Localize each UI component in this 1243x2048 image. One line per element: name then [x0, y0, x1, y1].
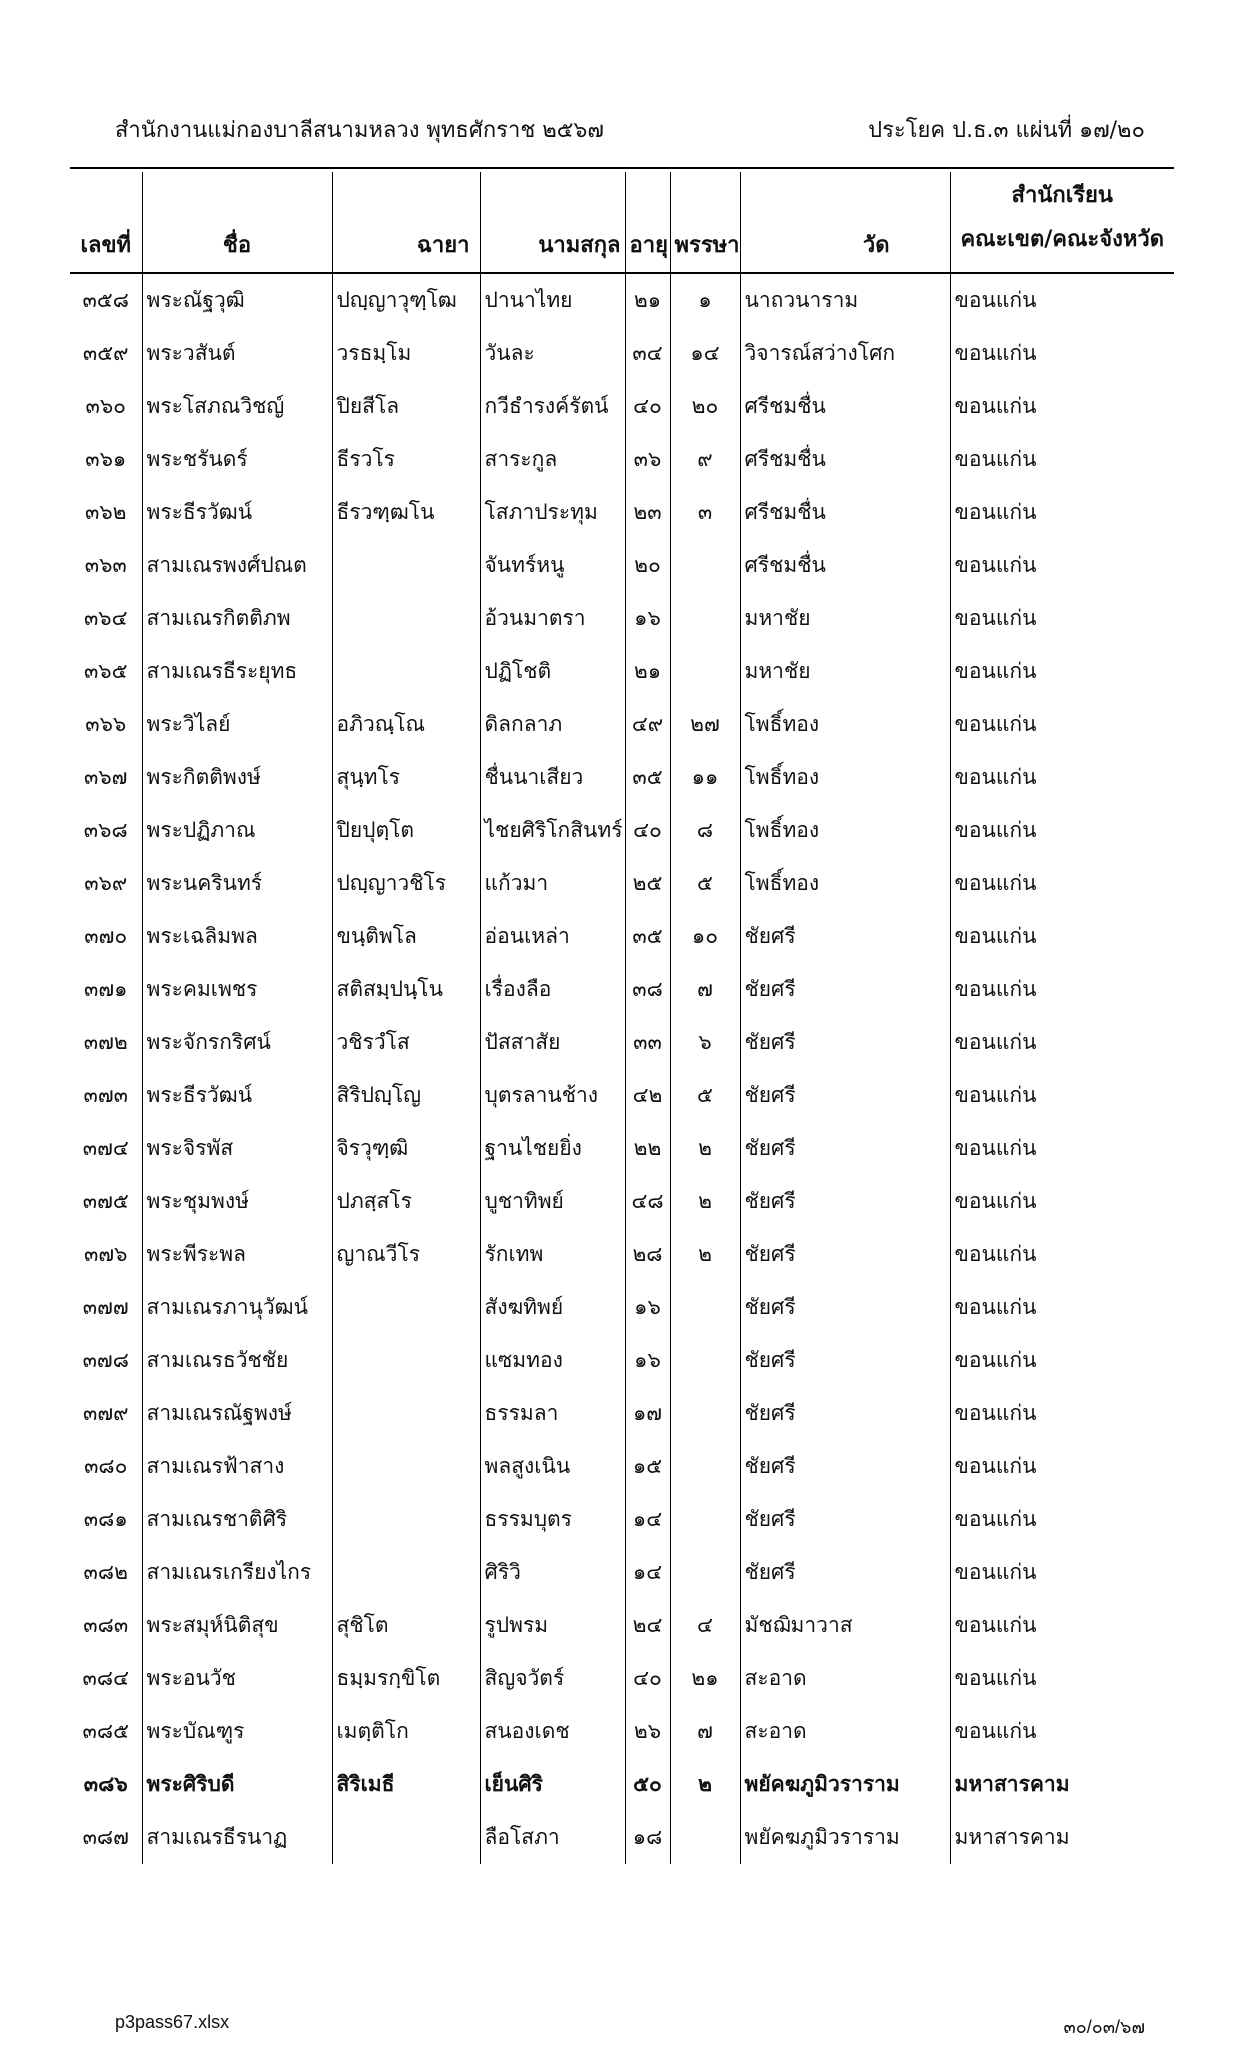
cell-pansa: ๑: [670, 273, 740, 327]
cell-age: ๓๓: [625, 1016, 670, 1069]
cell-school: ขอนแก่น: [950, 1599, 1174, 1652]
cell-surname: แก้วมา: [480, 857, 625, 910]
table-row: [70, 1811, 1174, 1864]
cell-name: พระบัณฑูร: [142, 1705, 332, 1758]
table-row: [70, 1228, 1174, 1281]
cell-surname: สิญจวัตร์: [480, 1652, 625, 1705]
cell-name: สามเณรฟ้าสาง: [142, 1440, 332, 1493]
cell-name: สามเณรเกรียงไกร: [142, 1546, 332, 1599]
cell-chaya: ขนฺติพโล: [332, 910, 480, 963]
cell-wat: ชัยศรี: [740, 910, 950, 963]
cell-name: พระจักรกริศน์: [142, 1016, 332, 1069]
cell-school: ขอนแก่น: [950, 1546, 1174, 1599]
cell-surname: สังฆทิพย์: [480, 1281, 625, 1334]
cell-no: ๓๕๙: [82, 341, 129, 365]
cell-school: ขอนแก่น: [950, 592, 1174, 645]
cell-wat: ชัยศรี: [740, 1016, 950, 1069]
cell-chaya: ปภสฺสโร: [332, 1175, 480, 1228]
cell-no: ๓๘๒: [83, 1560, 128, 1584]
col-header-school-line2: คณะเขต/คณะจังหวัด: [960, 227, 1165, 252]
col-header-pansa: พรรษา: [670, 172, 740, 273]
roster-body: [70, 273, 1174, 1864]
cell-school: มหาสารคาม: [950, 1758, 1174, 1811]
cell-pansa: ๔: [670, 1599, 740, 1652]
cell-chaya: [332, 1546, 480, 1599]
cell-pansa: ๒๗: [670, 698, 740, 751]
cell-wat: มหาชัย: [740, 645, 950, 698]
cell-no: ๓๗๓: [83, 1083, 128, 1107]
cell-wat: ชัยศรี: [740, 1281, 950, 1334]
cell-wat: สะอาด: [740, 1705, 950, 1758]
cell-pansa: [670, 592, 740, 645]
cell-wat: ชัยศรี: [740, 1334, 950, 1387]
cell-name: พระอนวัช: [142, 1652, 332, 1705]
cell-wat: ชัยศรี: [740, 1440, 950, 1493]
table-row: [70, 1175, 1174, 1228]
cell-age: ๒๘: [625, 1228, 670, 1281]
cell-wat: ศรีชมชื่น: [740, 539, 950, 592]
table-row: [70, 1705, 1174, 1758]
cell-school: ขอนแก่น: [950, 486, 1174, 539]
cell-age: ๓๔: [625, 327, 670, 380]
cell-chaya: วชิรวํโส: [332, 1016, 480, 1069]
cell-surname: เรื่องลือ: [480, 963, 625, 1016]
col-header-name: ชื่อ: [142, 172, 332, 273]
col-header-chaya: ฉายา: [332, 172, 480, 273]
cell-pansa: ๑๑: [670, 751, 740, 804]
cell-pansa: [670, 1334, 740, 1387]
cell-age: ๔๐: [625, 804, 670, 857]
cell-wat: โพธิ์ทอง: [740, 804, 950, 857]
cell-chaya: ธีรวโร: [332, 433, 480, 486]
cell-age: ๓๕: [625, 910, 670, 963]
cell-name: สามเณรธวัชชัย: [142, 1334, 332, 1387]
cell-name: พระโสภณวิชญ์: [142, 380, 332, 433]
table-row: [70, 1652, 1174, 1705]
cell-surname: สาระกูล: [480, 433, 625, 486]
cell-no: ๓๖๑: [85, 447, 127, 471]
cell-surname: อ้วนมาตรา: [480, 592, 625, 645]
cell-surname: อ่อนเหล่า: [480, 910, 625, 963]
cell-chaya: ปญฺญาวุฑฺโฒ: [332, 273, 480, 327]
cell-no: ๓๖๗: [84, 765, 128, 789]
cell-school: มหาสารคาม: [950, 1811, 1174, 1864]
cell-name: สามเณรชาติศิริ: [142, 1493, 332, 1546]
cell-surname: แซมทอง: [480, 1334, 625, 1387]
cell-no: ๓๖๕: [83, 659, 128, 683]
cell-chaya: [332, 645, 480, 698]
col-header-school: [950, 172, 1174, 273]
table-row: [70, 910, 1174, 963]
table-row: [70, 1546, 1174, 1599]
cell-chaya: สุชิโต: [332, 1599, 480, 1652]
cell-pansa: ๒: [670, 1122, 740, 1175]
cell-school: ขอนแก่น: [950, 1281, 1174, 1334]
cell-pansa: ๖: [670, 1016, 740, 1069]
cell-name: สามเณรธีรนาฏ: [142, 1811, 332, 1864]
cell-pansa: ๑๐: [670, 910, 740, 963]
cell-wat: โพธิ์ทอง: [740, 698, 950, 751]
table-row: [70, 751, 1174, 804]
cell-age: ๔๐: [625, 1652, 670, 1705]
cell-school: ขอนแก่น: [950, 1228, 1174, 1281]
cell-surname: พลสูงเนิน: [480, 1440, 625, 1493]
cell-name: พระธีรวัฒน์: [142, 486, 332, 539]
cell-name: พระกิตติพงษ์: [142, 751, 332, 804]
cell-name: พระคมเพชร: [142, 963, 332, 1016]
cell-age: ๑๖: [625, 592, 670, 645]
cell-wat: ชัยศรี: [740, 1069, 950, 1122]
cell-pansa: ๙: [670, 433, 740, 486]
cell-no: ๓๕๘: [82, 288, 129, 312]
cell-pansa: [670, 1811, 740, 1864]
cell-surname: ฐานไชยยิ่ง: [480, 1122, 625, 1175]
table-row: [70, 486, 1174, 539]
cell-surname: ลือโสภา: [480, 1811, 625, 1864]
cell-school: ขอนแก่น: [950, 433, 1174, 486]
cell-wat: ชัยศรี: [740, 1493, 950, 1546]
table-row: [70, 327, 1174, 380]
cell-chaya: [332, 1440, 480, 1493]
cell-chaya: เมตฺติโก: [332, 1705, 480, 1758]
cell-surname: ปานาไทย: [480, 273, 625, 327]
cell-pansa: [670, 1493, 740, 1546]
cell-surname: สนองเดช: [480, 1705, 625, 1758]
table-row: [70, 1493, 1174, 1546]
cell-chaya: [332, 1811, 480, 1864]
table-row: [70, 1281, 1174, 1334]
cell-no: ๓๖๙: [84, 871, 128, 895]
cell-age: ๔๒: [625, 1069, 670, 1122]
footer-date: ๓๐/๐๓/๖๗: [1063, 2017, 1145, 2037]
table-row: [70, 1758, 1174, 1811]
table-row: [70, 804, 1174, 857]
cell-surname: ศิริวิ: [480, 1546, 625, 1599]
cell-age: ๒๐: [625, 539, 670, 592]
roster-table: [70, 172, 1174, 1864]
cell-age: ๒๔: [625, 1599, 670, 1652]
cell-pansa: ๕: [670, 857, 740, 910]
cell-age: ๒๑: [625, 273, 670, 327]
cell-chaya: วรธมฺโม: [332, 327, 480, 380]
cell-no: ๓๗๒: [83, 1030, 128, 1054]
cell-age: ๔๐: [625, 380, 670, 433]
cell-surname: ชื่นนาเสียว: [480, 751, 625, 804]
table-row: [70, 433, 1174, 486]
cell-no: ๓๖๖: [85, 712, 127, 736]
cell-age: ๔๙: [625, 698, 670, 751]
cell-surname: ธรรมบุตร: [480, 1493, 625, 1546]
cell-chaya: ธมฺมรกฺขิโต: [332, 1652, 480, 1705]
cell-pansa: [670, 1546, 740, 1599]
cell-age: ๒๒: [625, 1122, 670, 1175]
cell-pansa: ๘: [670, 804, 740, 857]
cell-school: ขอนแก่น: [950, 1016, 1174, 1069]
table-row: [70, 1599, 1174, 1652]
cell-age: ๒๕: [625, 857, 670, 910]
cell-name: สามเณรธีระยุทธ: [142, 645, 332, 698]
cell-school: ขอนแก่น: [950, 910, 1174, 963]
cell-school: ขอนแก่น: [950, 539, 1174, 592]
cell-wat: สะอาด: [740, 1652, 950, 1705]
footer-filename: p3pass67.xlsx: [115, 2012, 230, 2032]
table-row: [70, 1122, 1174, 1175]
cell-surname: รักเทพ: [480, 1228, 625, 1281]
cell-wat: นาถวนาราม: [740, 273, 950, 327]
cell-no: ๓๖๒: [84, 500, 127, 524]
cell-wat: โพธิ์ทอง: [740, 857, 950, 910]
cell-school: ขอนแก่น: [950, 1440, 1174, 1493]
table-row: [70, 1069, 1174, 1122]
cell-no: ๓๗๙: [82, 1401, 129, 1425]
table-row: [70, 963, 1174, 1016]
cell-name: พระวิไลย์: [142, 698, 332, 751]
cell-wat: โพธิ์ทอง: [740, 751, 950, 804]
cell-name: สามเณรพงศ์ปณต: [142, 539, 332, 592]
cell-pansa: [670, 1440, 740, 1493]
cell-name: พระเฉลิมพล: [142, 910, 332, 963]
cell-no: ๓๘๖: [83, 1772, 128, 1796]
cell-wat: ชัยศรี: [740, 1228, 950, 1281]
table-header-row: [70, 172, 1174, 273]
cell-wat: ศรีชมชื่น: [740, 486, 950, 539]
cell-pansa: ๒๑: [670, 1652, 740, 1705]
cell-pansa: [670, 1387, 740, 1440]
cell-age: ๑๘: [625, 1811, 670, 1864]
cell-no: ๓๗๕: [82, 1189, 129, 1213]
cell-school: ขอนแก่น: [950, 380, 1174, 433]
cell-age: ๒๓: [625, 486, 670, 539]
cell-age: ๓๘: [625, 963, 670, 1016]
cell-chaya: ญาณวีโร: [332, 1228, 480, 1281]
cell-wat: มัชฌิมาวาส: [740, 1599, 950, 1652]
cell-chaya: [332, 1334, 480, 1387]
cell-pansa: ๒: [670, 1175, 740, 1228]
cell-surname: ธรรมลา: [480, 1387, 625, 1440]
cell-school: ขอนแก่น: [950, 857, 1174, 910]
cell-wat: ชัยศรี: [740, 963, 950, 1016]
cell-surname: ดิลกลาภ: [480, 698, 625, 751]
cell-wat: วิจารณ์สว่างโศก: [740, 327, 950, 380]
cell-no: ๓๗๔: [82, 1136, 129, 1160]
table-row: [70, 592, 1174, 645]
col-header-no: เลขที่: [70, 172, 142, 273]
cell-no: ๓๘๗: [82, 1825, 129, 1849]
cell-school: ขอนแก่น: [950, 1069, 1174, 1122]
cell-wat: ชัยศรี: [740, 1387, 950, 1440]
cell-name: พระปฏิภาณ: [142, 804, 332, 857]
cell-pansa: ๓: [670, 486, 740, 539]
cell-chaya: สิริปญฺโญ: [332, 1069, 480, 1122]
cell-chaya: สุนฺทโร: [332, 751, 480, 804]
cell-surname: กวีธำรงค์รัตน์: [480, 380, 625, 433]
cell-school: ขอนแก่น: [950, 1493, 1174, 1546]
cell-chaya: ปญฺญาวชิโร: [332, 857, 480, 910]
col-header-age: อายุ: [625, 172, 670, 273]
col-header-school-line1: สำนักเรียน: [1011, 183, 1113, 208]
cell-school: ขอนแก่น: [950, 1334, 1174, 1387]
cell-age: ๒๑: [625, 645, 670, 698]
cell-no: ๓๗๐: [84, 924, 128, 948]
table-row: [70, 539, 1174, 592]
cell-no: ๓๘๐: [84, 1454, 128, 1478]
cell-surname: บูชาทิพย์: [480, 1175, 625, 1228]
cell-name: สามเณรกิตติภพ: [142, 592, 332, 645]
cell-chaya: ธีรวฑฺฒโน: [332, 486, 480, 539]
cell-age: ๕๐: [625, 1758, 670, 1811]
cell-name: พระณัฐวุฒิ: [142, 273, 332, 327]
cell-age: ๑๗: [625, 1387, 670, 1440]
table-row: [70, 857, 1174, 910]
cell-name: พระศิริบดี: [142, 1758, 332, 1811]
cell-no: ๓๖๔: [83, 606, 128, 630]
cell-age: ๒๖: [625, 1705, 670, 1758]
cell-chaya: อภิวณฺโณ: [332, 698, 480, 751]
cell-surname: โสภาประทุม: [480, 486, 625, 539]
cell-name: สามเณรณัฐพงษ์: [142, 1387, 332, 1440]
cell-name: พระสมุห์นิติสุข: [142, 1599, 332, 1652]
cell-chaya: จิรวุฑฺฒิ: [332, 1122, 480, 1175]
cell-school: ขอนแก่น: [950, 273, 1174, 327]
cell-school: ขอนแก่น: [950, 1652, 1174, 1705]
cell-pansa: ๑๔: [670, 327, 740, 380]
cell-school: ขอนแก่น: [950, 1705, 1174, 1758]
cell-pansa: ๒๐: [670, 380, 740, 433]
table-row: [70, 645, 1174, 698]
cell-chaya: [332, 539, 480, 592]
cell-no: ๓๖๐: [85, 394, 126, 418]
cell-chaya: สติสมฺปนฺโน: [332, 963, 480, 1016]
cell-age: ๓๕: [625, 751, 670, 804]
cell-chaya: สิริเมธี: [332, 1758, 480, 1811]
col-header-wat: วัด: [740, 172, 950, 273]
cell-no: ๓๖๘: [83, 818, 128, 842]
cell-chaya: [332, 592, 480, 645]
cell-no: ๓๗๖: [84, 1242, 128, 1266]
cell-age: ๑๖: [625, 1281, 670, 1334]
cell-age: ๑๖: [625, 1334, 670, 1387]
table-row: [70, 273, 1174, 327]
cell-surname: จันทร์หนู: [480, 539, 625, 592]
cell-no: ๓๘๓: [83, 1613, 129, 1637]
cell-surname: บุตรลานช้าง: [480, 1069, 625, 1122]
cell-surname: ไชยศิริโกสินทร์: [480, 804, 625, 857]
header-office-year: สำนักงานแม่กองบาลีสนามหลวง พุทธศักราช ๒๕๖๗: [115, 118, 604, 143]
cell-wat: พยัคฆภูมิวราราม: [740, 1811, 950, 1864]
cell-school: ขอนแก่น: [950, 1175, 1174, 1228]
cell-chaya: [332, 1281, 480, 1334]
cell-name: พระจิรพัส: [142, 1122, 332, 1175]
table-row: [70, 698, 1174, 751]
cell-no: ๓๘๕: [82, 1719, 129, 1743]
cell-age: ๑๔: [625, 1546, 670, 1599]
cell-pansa: [670, 539, 740, 592]
cell-name: พระพีระพล: [142, 1228, 332, 1281]
cell-wat: พยัคฆภูมิวราราม: [740, 1758, 950, 1811]
table-row: [70, 1016, 1174, 1069]
cell-age: ๑๔: [625, 1493, 670, 1546]
cell-pansa: ๗: [670, 1705, 740, 1758]
cell-school: ขอนแก่น: [950, 1387, 1174, 1440]
cell-name: พระชุมพงษ์: [142, 1175, 332, 1228]
cell-name: พระวสันต์: [142, 327, 332, 380]
cell-chaya: [332, 1493, 480, 1546]
cell-surname: เย็นศิริ: [480, 1758, 625, 1811]
table-row: [70, 1387, 1174, 1440]
cell-pansa: ๒: [670, 1758, 740, 1811]
cell-no: ๓๘๑: [83, 1507, 128, 1531]
cell-wat: ชัยศรี: [740, 1122, 950, 1175]
cell-chaya: [332, 1387, 480, 1440]
cell-school: ขอนแก่น: [950, 1122, 1174, 1175]
cell-pansa: ๒: [670, 1228, 740, 1281]
cell-wat: ศรีชมชื่น: [740, 380, 950, 433]
cell-school: ขอนแก่น: [950, 751, 1174, 804]
cell-age: ๔๘: [625, 1175, 670, 1228]
cell-no: ๓๘๔: [82, 1666, 129, 1690]
cell-age: ๓๖: [625, 433, 670, 486]
cell-chaya: ปิยปุตฺโต: [332, 804, 480, 857]
cell-name: สามเณรภานุวัฒน์: [142, 1281, 332, 1334]
cell-school: ขอนแก่น: [950, 327, 1174, 380]
header-level-sheet: ประโยค ป.ธ.๓ แผ่นที่ ๑๗/๒๐: [868, 118, 1145, 143]
top-double-rule: [70, 167, 1174, 169]
cell-no: ๓๖๓: [84, 553, 127, 577]
cell-school: ขอนแก่น: [950, 645, 1174, 698]
cell-wat: มหาชัย: [740, 592, 950, 645]
cell-no: ๓๗๗: [82, 1295, 129, 1319]
cell-school: ขอนแก่น: [950, 698, 1174, 751]
cell-pansa: ๕: [670, 1069, 740, 1122]
col-header-surname: นามสกุล: [480, 172, 625, 273]
cell-name: พระธีรวัฒน์: [142, 1069, 332, 1122]
cell-surname: ปฏิโชติ: [480, 645, 625, 698]
cell-pansa: [670, 1281, 740, 1334]
table-row: [70, 380, 1174, 433]
cell-wat: ศรีชมชื่น: [740, 433, 950, 486]
cell-chaya: ปิยสีโล: [332, 380, 480, 433]
cell-surname: รูปพรม: [480, 1599, 625, 1652]
table-row: [70, 1334, 1174, 1387]
cell-name: พระนครินทร์: [142, 857, 332, 910]
cell-wat: ชัยศรี: [740, 1175, 950, 1228]
cell-no: ๓๗๑: [84, 977, 128, 1001]
cell-name: พระชรันดร์: [142, 433, 332, 486]
cell-school: ขอนแก่น: [950, 963, 1174, 1016]
cell-surname: ปัสสาสัย: [480, 1016, 625, 1069]
cell-surname: วันละ: [480, 327, 625, 380]
cell-pansa: ๗: [670, 963, 740, 1016]
cell-pansa: [670, 645, 740, 698]
cell-wat: ชัยศรี: [740, 1546, 950, 1599]
cell-no: ๓๗๘: [82, 1348, 129, 1372]
table-row: [70, 1440, 1174, 1493]
cell-school: ขอนแก่น: [950, 804, 1174, 857]
cell-age: ๑๕: [625, 1440, 670, 1493]
